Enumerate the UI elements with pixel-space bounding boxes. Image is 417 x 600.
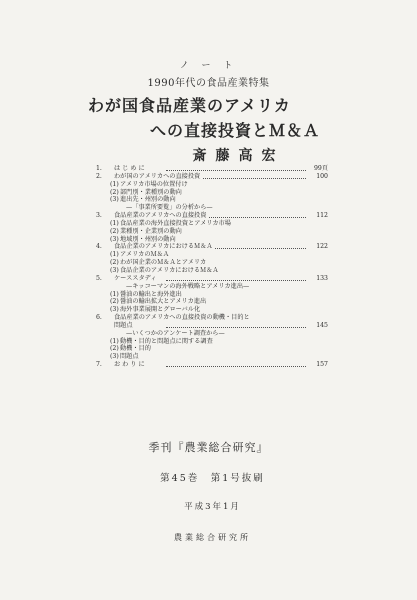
publication-date: 平成3年1月 — [184, 502, 241, 512]
toc-entry-number: 4. — [96, 243, 102, 251]
toc-entry — [96, 212, 328, 220]
toc-entry-title: 食品産業のアメリカへの直接投資の動機・目的と — [114, 314, 250, 322]
toc-entry-title: わが国企業のＭ＆Ａとアメリカ — [120, 259, 207, 267]
toc-entry-title: は じ め に — [114, 165, 145, 172]
toc-entry-page: 145 — [316, 321, 328, 329]
toc-entry-number: (1) — [110, 219, 119, 227]
journal-name: 季刊『農業総合研究』 — [148, 441, 269, 454]
toc-entry-number: (3) — [110, 235, 119, 243]
toc-entry — [96, 259, 328, 267]
toc-entry-number: 2. — [96, 172, 102, 180]
toc-entry-number: (1) — [110, 251, 119, 259]
toc-entry-number: 5. — [96, 274, 102, 282]
toc-entry — [96, 353, 328, 361]
toc-entry-title: ケーススタディ — [114, 274, 157, 282]
toc-entry-title: —いくつかのアンケート調査から— — [126, 329, 225, 337]
toc-entry-title: 食品産業の海外直接投資とアメリカ市場 — [120, 219, 231, 227]
toc-entry-title: 食品企業のアメリカにおけるＭ＆Ａ — [114, 243, 213, 251]
article-title-line-1: わが国食品産業のアメリカ — [88, 96, 291, 115]
toc-entry-title: 動機・目的 — [120, 345, 151, 353]
toc-entry — [96, 220, 328, 228]
toc-entry-title: わが国のアメリカへの直接投資 — [114, 172, 201, 180]
article-title-line-2: への直接投資とＭ＆Ａ — [150, 121, 321, 140]
toc-entry — [96, 204, 328, 212]
toc-entry — [96, 267, 328, 275]
toc-entry-number: (2) — [110, 259, 119, 267]
toc-entry-title: 動機・目的と問題点に関する調査 — [120, 337, 213, 345]
feature-title: 1990年代の食品産業特集 — [147, 78, 270, 89]
toc-entry-title: 部門別・業種別の動向 — [120, 188, 182, 196]
toc-entry-page: 122 — [316, 243, 328, 251]
toc-entry-number: (3) — [110, 353, 119, 361]
toc-entry — [96, 283, 328, 291]
toc-entry — [96, 228, 328, 236]
author-name: 斎藤高宏 — [192, 148, 285, 164]
toc-entry-number: (2) — [110, 298, 119, 306]
toc-entry-title: 食品企業のアメリカにおけるＭ＆Ａ — [120, 266, 219, 274]
toc-entry-number: (2) — [110, 345, 119, 353]
toc-entry-title: 醤油の輸出拡大とアメリカ進出 — [120, 298, 207, 306]
publisher-name: 農業総合研究所 — [174, 533, 251, 542]
toc-entry-page: 133 — [316, 274, 328, 282]
toc-entry-number: 6. — [96, 314, 102, 322]
toc-entry-number: (2) — [110, 188, 119, 196]
toc-entry-title: 地域別・州別の動向 — [120, 235, 176, 243]
toc-entry — [96, 173, 328, 181]
toc-entry-title: 海外事業展開とグローバル化 — [120, 306, 201, 314]
toc-entry-number: (2) — [110, 227, 119, 235]
toc-entry-number: (1) — [110, 290, 119, 298]
toc-entry-number: (3) — [110, 196, 119, 204]
toc-entry — [96, 243, 328, 251]
toc-entry-page: 99頁 — [313, 165, 328, 172]
toc-entry-title: 業種別・企業別の動向 — [120, 227, 182, 235]
toc-entry-number: (3) — [110, 266, 119, 274]
toc-entry — [96, 275, 328, 283]
toc-entry — [96, 361, 328, 369]
toc-entry-page: 100 — [316, 172, 328, 180]
toc-entry-page: 112 — [316, 212, 328, 220]
toc-entry-number: 3. — [96, 212, 102, 220]
toc-entry-title: —キッコーマンの海外戦略とアメリカ進出— — [126, 282, 250, 290]
toc-entry-title: 問題点 — [120, 353, 139, 361]
toc-entry — [96, 306, 328, 314]
toc-entry-title: 問題点 — [114, 321, 133, 329]
toc-entry-page: 157 — [316, 361, 328, 369]
toc-entry-title: アメリカのＭ＆Ａ — [120, 251, 170, 259]
toc-entry-number: (1) — [110, 337, 119, 345]
toc-entry-title: 醤油の輸出と海外進出 — [120, 290, 182, 298]
toc-entry-title: 食品産業のアメリカへの直接投資 — [114, 212, 207, 220]
toc-entry — [96, 322, 328, 330]
toc-entry-title: —「事業所要覧」の分析から— — [126, 204, 213, 212]
toc-entry-title: お わ り に — [114, 361, 145, 369]
volume-info: 第45巻 第1号抜刷 — [160, 473, 265, 484]
toc-entry — [96, 181, 328, 189]
toc-entry — [96, 314, 328, 322]
toc-entry — [96, 330, 328, 338]
toc-entry-number: 1. — [96, 165, 102, 172]
toc-entry-number: 7. — [96, 361, 102, 369]
toc-entry — [96, 298, 328, 306]
toc-entry — [96, 251, 328, 259]
table-of-contents — [96, 165, 328, 369]
section-label: ノ ー ト — [179, 61, 238, 71]
toc-entry-number: (1) — [110, 180, 119, 188]
toc-entry — [96, 165, 328, 173]
toc-entry-title: アメリカ市場の位置付け — [120, 180, 188, 188]
toc-entry-title: 進出先・州別の動向 — [120, 196, 176, 204]
toc-entry-number: (3) — [110, 306, 119, 314]
